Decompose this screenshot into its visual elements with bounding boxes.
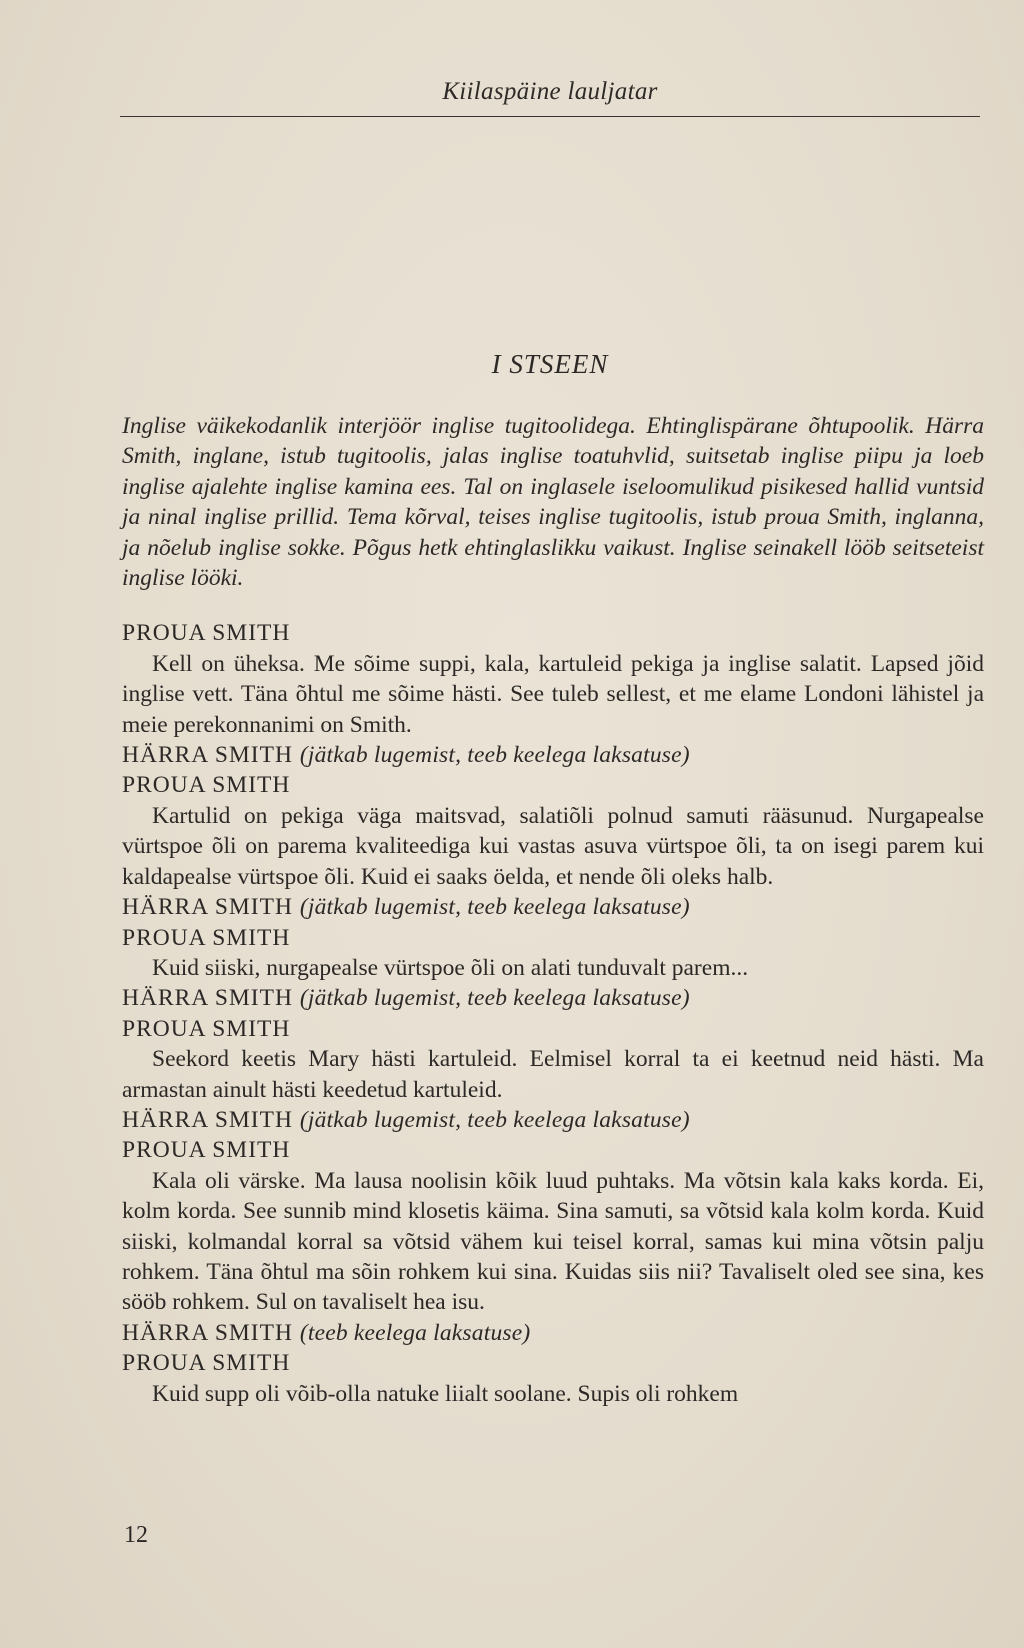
- speaker-label: HÄRRA SMITH: [122, 985, 293, 1012]
- speaker-name: [122, 983, 984, 1013]
- stage-direction-inline: (jätkab lugemist, teeb keelega laksatuse): [299, 742, 690, 769]
- dialogue-line: Kala oli värske. Ma lausa noolisin kõik luud puhtaks. Ma võtsin kala kaks korda. Ei, kolm korda. See sunnib mind klosetis käima. Sina samuti, sa võtsid kala kolm korda. Kuid siiski, kolmandal korral sa võtsid vähem kui teisel korral, samas kui mina võtsin palju rohkem. Täna õhtul ma sõin rohkem kui sina. Kuidas siis nii? Tavaliselt oled see sina, kes sööb rohkem. Sul on tavaliselt hea isu.: [122, 1167, 984, 1316]
- speaker-label: HÄRRA SMITH: [122, 894, 293, 921]
- speaker-label: PROUA SMITH: [122, 924, 291, 951]
- speaker-name: [122, 740, 984, 770]
- speaker-name: [122, 1014, 984, 1044]
- dialogue-line: Kartulid on pekiga väga maitsvad, salatiõli polnud samuti rääsunud. Nurgapealse vürtspoe õli on parema kvaliteediga kui vastas asuva vürtspoe õli, ta on isegi parem kui kaldapealse vürtspoe õli. Kuid ei saaks öelda, et nende õli oleks halb.: [122, 802, 984, 890]
- speaker-label: PROUA SMITH: [122, 1015, 291, 1042]
- speaker-name: [122, 1135, 984, 1165]
- dialogue-line: Kell on üheksa. Me sõime suppi, kala, kartuleid pekiga ja inglise salatit. Lapsed jõid inglise vett. Täna õhtul me sõime hästi. See tuleb sellest, et me elame Londoni lähistel ja meie perekonnanimi on Smith.: [122, 650, 984, 738]
- play-text: [122, 411, 984, 1409]
- speaker-name: [122, 1105, 984, 1135]
- speaker-name: [122, 1318, 984, 1348]
- running-title: Kiilaspäine lauljatar: [442, 78, 658, 105]
- page-number: 12: [124, 1522, 148, 1548]
- speaker-name: [122, 892, 984, 922]
- speaker-name: [122, 770, 984, 800]
- header-rule: [120, 116, 980, 117]
- stage-direction-inline: (jätkab lugemist, teeb keelega laksatuse): [299, 1106, 690, 1133]
- speaker-name: [122, 923, 984, 953]
- speaker-label: PROUA SMITH: [122, 620, 291, 647]
- stage-direction: Inglise väikekodanlik interjöör inglise tugitoolidega. Ehtinglispärane õhtupoolik. Härra Smith, inglane, istub tugitoolis, jalas inglise toatuhvlid, suitsetab inglise piipu ja loeb inglise ajalehte inglise kamina ees. Tal on inglasele iseloomulikud pisikesed hallid vuntsid ja ninal inglise prillid. Tema kõrval, teises inglise tugitoolis, istub proua Smith, inglanna, ja nõelub inglise sokke. Põgus hetk ehtinglaslikku vaikust. Inglise seinakell lööb seitseteist inglise lööki.: [122, 413, 984, 592]
- dialogue-line: Kuid siiski, nurgapealse vürtspoe õli on alati tunduvalt parem...: [152, 954, 749, 981]
- speaker-name: [122, 618, 984, 648]
- dialogue-line: Kuid supp oli võib-olla natuke liialt soolane. Supis oli rohkem: [152, 1380, 739, 1407]
- stage-direction-inline: (jätkab lugemist, teeb keelega laksatuse): [299, 985, 690, 1012]
- speaker-label: PROUA SMITH: [122, 772, 291, 799]
- speaker-label: PROUA SMITH: [122, 1350, 291, 1377]
- dialogue: [122, 618, 984, 1409]
- dialogue-line: Seekord keetis Mary hästi kartuleid. Eelmisel korral ta ei keetnud neid hästi. Ma armastan ainult hästi keedetud kartuleid.: [122, 1046, 984, 1103]
- stage-direction-inline: (jätkab lugemist, teeb keelega laksatuse): [299, 894, 690, 921]
- stage-direction-inline: (teeb keelega laksatuse): [299, 1319, 531, 1346]
- page-header: [120, 78, 980, 117]
- speaker-label: HÄRRA SMITH: [122, 742, 293, 769]
- scene-title: I STSEEN: [491, 349, 609, 379]
- speaker-label: PROUA SMITH: [122, 1137, 291, 1164]
- speaker-label: HÄRRA SMITH: [122, 1319, 293, 1346]
- speaker-label: HÄRRA SMITH: [122, 1106, 293, 1133]
- speaker-name: [122, 1348, 984, 1378]
